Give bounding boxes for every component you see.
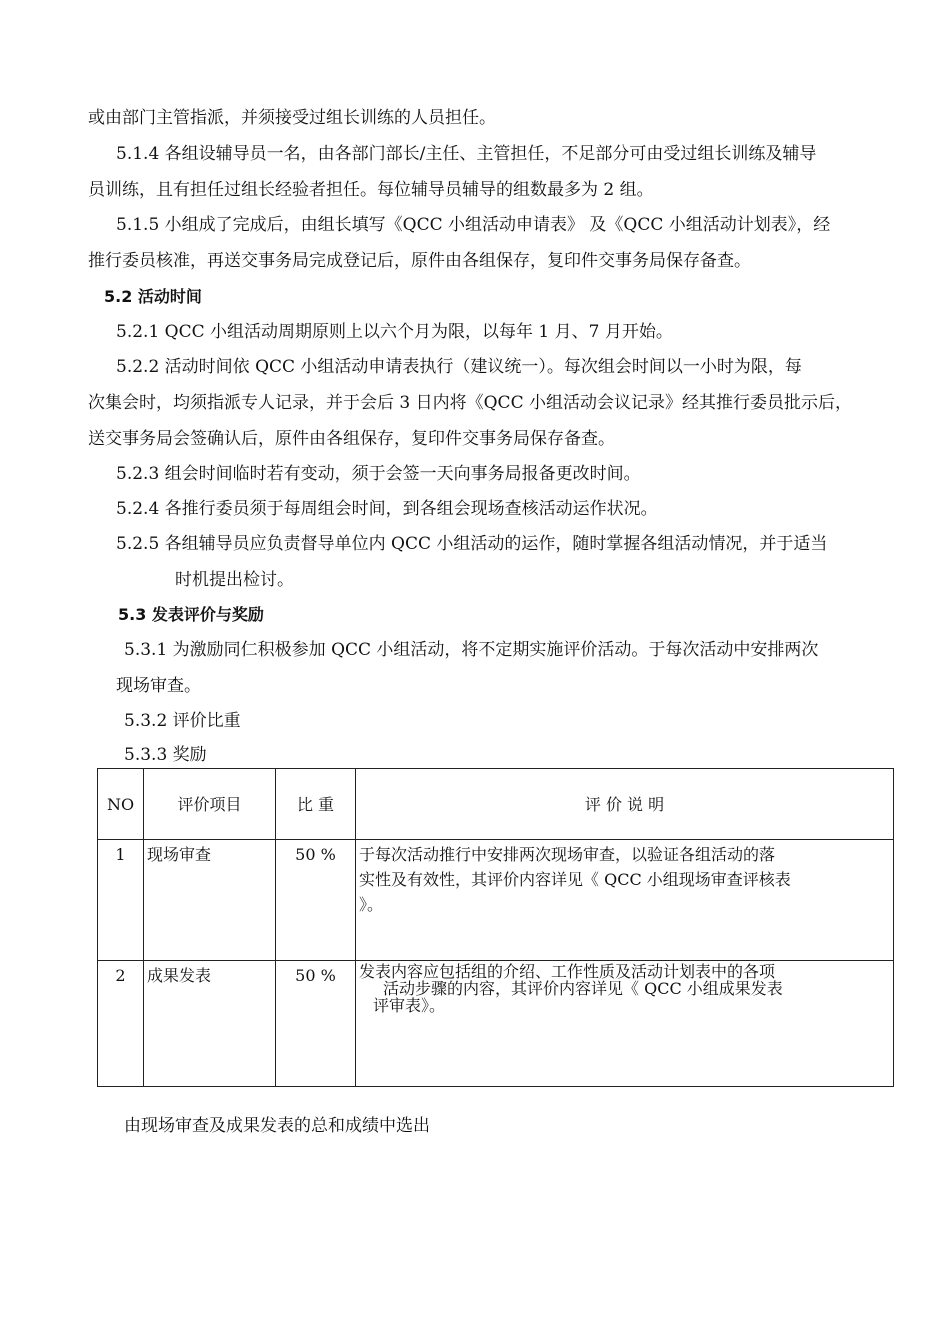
section-5-2-2-line-3: 送交事务局会签确认后，原件由各组保存，复印件交事务局保存备查。 [88, 429, 615, 449]
section-5-3-1-line-2: 现场审查。 [116, 676, 201, 696]
section-5-2-2-line-2: 次集会时，均须指派专人记录，并于会后 3 日内将《QCC 小组活动会议记录》经其推行委员批示后， [88, 393, 852, 413]
description-line: 评审表》。 [373, 996, 446, 1015]
table-row [98, 961, 894, 1087]
section-5-1-4-line-2: 员训练，且有担任过组长经验者担任。每位辅导员辅导的组数最多为 2 组。 [88, 180, 654, 200]
section-heading-5-2: 5.2 活动时间 [104, 287, 202, 306]
table-header-row [98, 769, 894, 840]
section-5-1-4-line-1: 5.1.4 各组设辅导员一名，由各部门部长/主任、主管担任，不足部分可由受过组长训练及辅导 [116, 144, 817, 164]
section-5-3-3: 5.3.3 奖励 [124, 745, 207, 765]
evaluation-table [97, 768, 894, 1087]
row-weight: 50 % [276, 961, 356, 1087]
section-5-2-2-line-1: 5.2.2 活动时间依 QCC 小组活动申请表执行（建议统一）。每次组会时间以一小时为限，每 [116, 357, 802, 377]
description-line: 于每次活动推行中安排两次现场审查，以验证各组活动的落 [359, 845, 776, 864]
row-description [356, 961, 894, 1087]
section-5-2-3: 5.2.3 组会时间临时若有变动，须于会签一天向事务局报备更改时间。 [116, 464, 641, 484]
footer-text: 由现场审查及成果发表的总和成绩中选出 [124, 1116, 430, 1136]
section-5-1-5-line-1: 5.1.5 小组成了完成后，由组长填写《QCC 小组活动申请表》 及《QCC 小组活动计划表》，经 [116, 215, 831, 235]
section-heading-5-3: 5.3 发表评价与奖励 [118, 605, 264, 624]
section-5-2-5-line-1: 5.2.5 各组辅导员应负责督导单位内 QCC 小组活动的运作，随时掌握各组活动情况，并于适当 [116, 534, 828, 554]
row-no: 2 [98, 961, 144, 1087]
section-5-2-4: 5.2.4 各推行委员须于每周组会时间，到各组会现场查核活动运作状况。 [116, 499, 658, 519]
section-5-3-1-line-1: 5.3.1 为激励同仁积极参加 QCC 小组活动，将不定期实施评价活动。于每次活动中安排两次 [124, 640, 819, 660]
header-description: 评 价 说 明 [356, 769, 894, 840]
description-line: 发表内容应包括组的介绍、工作性质及活动计划表中的各项 [359, 962, 776, 981]
section-5-1-5-line-2: 推行委员核准，再送交事务局完成登记后，原件由各组保存，复印件交事务局保存备查。 [88, 251, 751, 271]
row-no: 1 [98, 840, 144, 961]
table-row [98, 840, 894, 961]
row-item: 成果发表 [144, 961, 276, 1087]
row-weight: 50 % [276, 840, 356, 961]
description-line: 实性及有效性，其评价内容详见《 QCC 小组现场审查评核表 [359, 870, 791, 889]
row-item: 现场审查 [144, 840, 276, 961]
header-weight: 比 重 [276, 769, 356, 840]
header-item: 评价项目 [144, 769, 276, 840]
description-line: 》。 [359, 895, 384, 914]
header-no: NO [98, 769, 144, 840]
paragraph-text: 或由部门主管指派，并须接受过组长训练的人员担任。 [88, 108, 496, 128]
description-line: 活动步骤的内容，其评价内容详见《 QCC 小组成果发表 [383, 979, 783, 998]
section-5-2-5-line-2: 时机提出检讨。 [175, 570, 294, 590]
section-5-2-1: 5.2.1 QCC 小组活动周期原则上以六个月为限，以每年 1 月、7 月开始。 [116, 322, 673, 342]
section-5-3-2: 5.3.2 评价比重 [124, 711, 241, 731]
row-description [356, 840, 894, 961]
